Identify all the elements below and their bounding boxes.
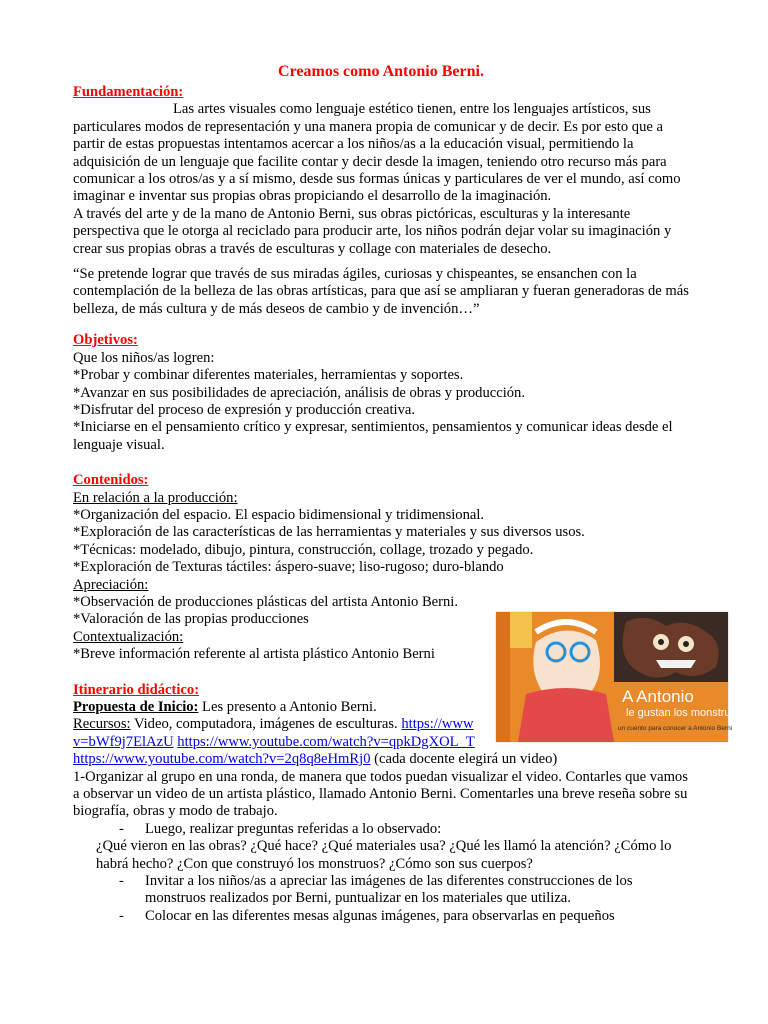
bullet-item bbox=[73, 908, 689, 925]
heading-itinerario: Itinerario didáctico: bbox=[73, 681, 200, 698]
book-title: A Antonio bbox=[622, 687, 694, 706]
video-link-1[interactable]: https://www bbox=[401, 716, 474, 733]
contenido-item: *Organización del espacio. El espacio bidimensional y tridimensional. bbox=[73, 506, 485, 523]
link3-note: (cada docente elegirá un video) bbox=[370, 751, 558, 768]
video-link-3[interactable]: https://www.youtube.com/watch?v=2q8q8eHmRj0 bbox=[73, 751, 371, 768]
dash-marker: - bbox=[119, 820, 124, 837]
bullet-item bbox=[73, 821, 689, 838]
fundamentacion-paragraph-2: A través del arte y de la mano de Antonio Berni, sus obras pictóricas, esculturas y la interesante perspectiva que le otorga al reciclado para producir arte, los niños podrán dejar volar su imaginación y crear sus propias obras a través de esculturas y collage con materiales de desecho. bbox=[73, 205, 672, 257]
book-cover-illustration bbox=[496, 612, 743, 742]
contenidos-contexto-label: Contextualización: bbox=[73, 628, 184, 645]
contenido-item: *Breve información referente al artista plástico Antonio Berni bbox=[73, 646, 435, 663]
heading-objetivos: Objetivos: bbox=[73, 332, 138, 349]
contenido-item: *Observación de producciones plásticas del artista Antonio Berni. bbox=[73, 593, 459, 610]
book-subtitle: le gustan los monstruos bbox=[626, 707, 743, 719]
objetivos-intro: Que los niños/as logren: bbox=[73, 349, 215, 366]
contenido-item: *Valoración de las propias producciones bbox=[73, 611, 309, 628]
fundamentacion-quote: “Se pretende lograr que través de sus miradas ágiles, curiosas y chispeantes, se ensanchen con la contemplación de la belleza de las obras artísticas, para que así se ampliaran y fueran generadoras de más belleza, de más cultura y de más deseos de cambio y de invención…” bbox=[73, 266, 689, 317]
recursos-text: Video, computadora, imágenes de esculturas. bbox=[130, 716, 402, 733]
link3-line bbox=[73, 751, 689, 768]
objetivo-item: *Disfrutar del proceso de expresión y producción creativa. bbox=[73, 401, 416, 418]
dash-marker: - bbox=[119, 907, 124, 924]
video-link-2[interactable]: https://www.youtube.com/watch?v=qpkDgXOL_T bbox=[177, 733, 475, 750]
step-1: 1-Organizar al grupo en una ronda, de manera que todos puedan visualizar el video. Contarles que vamos a observar un video de un artista plástico, llamado Antonio Berni. Comentarles una breve reseña sobre su biografía, obras y modo de trabajo. bbox=[73, 768, 688, 820]
objetivo-item: *Iniciarse en el pensamiento crítico y expresar, sentimientos, pensamientos y comunicar ideas desde el lenguaje visual. bbox=[73, 419, 673, 453]
questions: ¿Qué vieron en las obras? ¿Qué hace? ¿Qué materiales usa? ¿Qué les llamó la atención? ¿Cómo lo habrá hecho? ¿Con que construyó los monstruos? ¿Cómo son sus cuerpos? bbox=[96, 838, 672, 872]
book-tagline: un cuento para conocer a Antonio Berni bbox=[618, 725, 733, 732]
objetivo-item: *Avanzar en sus posibilidades de apreciación, análisis de obras y producción. bbox=[73, 384, 525, 401]
video-link-1-cont[interactable]: v=bWf9j7ElAzU bbox=[73, 733, 174, 750]
bullet-3-text: Colocar en las diferentes mesas algunas imágenes, para observarlas en pequeños bbox=[145, 907, 615, 924]
bullet-2-text: Invitar a los niños/as a apreciar las imágenes de las diferentes construcciones de los monstruos realizados por Berni, puntualizar en los materiales que utiliza. bbox=[145, 873, 633, 907]
recursos-label: Recursos: bbox=[73, 716, 131, 733]
contenido-item: *Exploración de Texturas táctiles: áspero-suave; liso-rugoso; duro-blando bbox=[73, 559, 504, 576]
bullet-1-text: Luego, realizar preguntas referidas a lo observado: bbox=[145, 820, 442, 837]
propuesta-label: Propuesta de Inicio: bbox=[73, 699, 199, 715]
contenidos-apreciacion-label: Apreciación: bbox=[73, 576, 149, 593]
book-cover-image bbox=[496, 612, 743, 742]
objetivo-item: *Probar y combinar diferentes materiales, herramientas y soportes. bbox=[73, 367, 464, 384]
document-title: Creamos como Antonio Berni. bbox=[278, 63, 484, 80]
propuesta-text: Les presento a Antonio Berni. bbox=[198, 699, 377, 715]
contenido-item: *Exploración de las características de las herramientas y materiales y sus diversos usos. bbox=[73, 524, 585, 541]
contenidos-produccion-label: En relación a la producción: bbox=[73, 489, 238, 506]
dash-marker: - bbox=[119, 873, 124, 890]
bullet-item bbox=[73, 873, 689, 908]
contenido-item: *Técnicas: modelado, dibujo, pintura, construcción, collage, trozado y pegado. bbox=[73, 541, 534, 558]
heading-fundamentacion: Fundamentación: bbox=[73, 84, 184, 100]
fundamentacion-paragraph-1: Las artes visuales como lenguaje estético tienen, entre los lenguajes artísticos, sus particulares modos de representación y una manera propia de comunicar y de decir. Es por esto que a partir de estas propuestas intentamos acercar a los niños/as a la educación visual, permitiendo la adquisición de un lenguaje que facilite contar y decir desde la imagen, teniendo otro recurso más para comunicar a los otros/as y a sí mismo, desde sus formas únicas y particulares de ver el mundo, así como imaginar e inventar sus propias obras propiciando el desarrollo de la imaginación. bbox=[73, 101, 681, 205]
document-page bbox=[73, 62, 689, 925]
heading-contenidos: Contenidos: bbox=[73, 472, 149, 489]
